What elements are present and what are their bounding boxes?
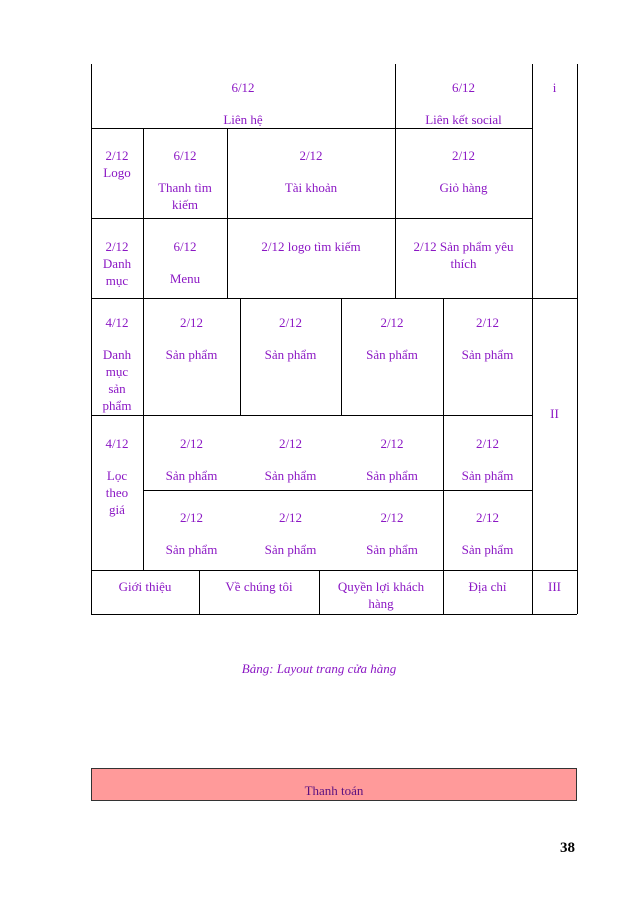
- account-label: Tài khoản: [284, 180, 338, 195]
- category-span: 2/12: [105, 239, 129, 254]
- header-social-label: Liên kết social: [425, 112, 502, 127]
- cart-label: Giỏ hàng: [439, 180, 488, 195]
- product-label: Sản phẩm: [366, 347, 418, 362]
- product-span: 2/12: [179, 315, 204, 330]
- footer-address: Địa chỉ: [468, 579, 507, 594]
- payment-bar: [91, 768, 577, 801]
- footer-about: Giới thiệu: [118, 579, 172, 594]
- product-span: 2/12: [380, 436, 404, 451]
- logo-label: Logo: [103, 165, 131, 180]
- product-label: Sản phẩm: [165, 468, 218, 483]
- category-label-line2: mục: [105, 273, 129, 288]
- search-bar-span: 6/12: [173, 148, 197, 163]
- product-label: Sản phẩm: [264, 347, 317, 362]
- section-roman-iii: III: [548, 579, 561, 594]
- product-span: 2/12: [475, 510, 500, 525]
- footer-about-us: Về chúng tôi: [225, 579, 293, 594]
- favorite-products-line2: thích: [450, 256, 477, 271]
- product-label: Sản phẩm: [461, 468, 514, 483]
- header-contact-label: Liên hệ: [223, 112, 263, 127]
- search-bar-label-line2: kiếm: [172, 197, 198, 212]
- product-span: 2/12: [179, 436, 204, 451]
- cart-span: 2/12: [451, 148, 476, 163]
- product-label: Sản phẩm: [461, 347, 514, 362]
- footer-rights-line1: Quyền lợi khách: [337, 579, 425, 594]
- product-span: 2/12: [278, 436, 303, 451]
- logo-search-cell: 2/12 logo tìm kiếm: [261, 239, 361, 254]
- table-caption: Bảng: Layout trang cửa hàng: [241, 661, 397, 676]
- product-span: 2/12: [278, 510, 303, 525]
- product-label: Sản phẩm: [461, 542, 514, 557]
- product-span: 2/12: [380, 315, 404, 330]
- product-span: 2/12: [475, 315, 500, 330]
- product-category-line3: sản: [108, 381, 126, 396]
- product-category-line1: Danh: [102, 347, 132, 362]
- product-label: Sản phẩm: [165, 542, 218, 557]
- product-span: 2/12: [278, 315, 303, 330]
- product-label: Sản phẩm: [264, 468, 317, 483]
- price-filter-line1: Lọc: [106, 468, 128, 483]
- account-span: 2/12: [299, 148, 323, 163]
- price-filter-line2: theo: [105, 485, 129, 500]
- header-contact-span: 6/12: [231, 80, 255, 95]
- section-roman-ii: II: [550, 406, 559, 421]
- logo-span: 2/12: [105, 148, 129, 163]
- payment-bar-label: Thanh toán: [304, 783, 364, 798]
- product-category-line2: mục: [105, 364, 129, 379]
- product-label: Sản phẩm: [165, 347, 218, 362]
- section-roman-i: i: [552, 80, 557, 95]
- price-filter-line3: giá: [109, 502, 125, 517]
- product-span: 2/12: [380, 510, 404, 525]
- product-label: Sản phẩm: [264, 542, 317, 557]
- price-filter-span: 4/12: [105, 436, 129, 451]
- product-label: Sản phẩm: [366, 468, 418, 483]
- product-span: 2/12: [179, 510, 204, 525]
- product-label: Sản phẩm: [366, 542, 418, 557]
- footer-rights-line2: hàng: [368, 596, 394, 611]
- menu-span: 6/12: [173, 239, 197, 254]
- menu-label: Menu: [169, 271, 201, 286]
- favorite-products-line1: 2/12 Sản phẩm yêu: [413, 239, 514, 254]
- page-number: 38: [560, 840, 575, 856]
- product-category-span: 4/12: [105, 315, 129, 330]
- header-social-span: 6/12: [451, 80, 476, 95]
- product-category-line4: phẩm: [102, 398, 132, 413]
- product-span: 2/12: [475, 436, 500, 451]
- category-label-line1: Danh: [102, 256, 132, 271]
- search-bar-label-line1: Thanh tìm: [158, 180, 212, 195]
